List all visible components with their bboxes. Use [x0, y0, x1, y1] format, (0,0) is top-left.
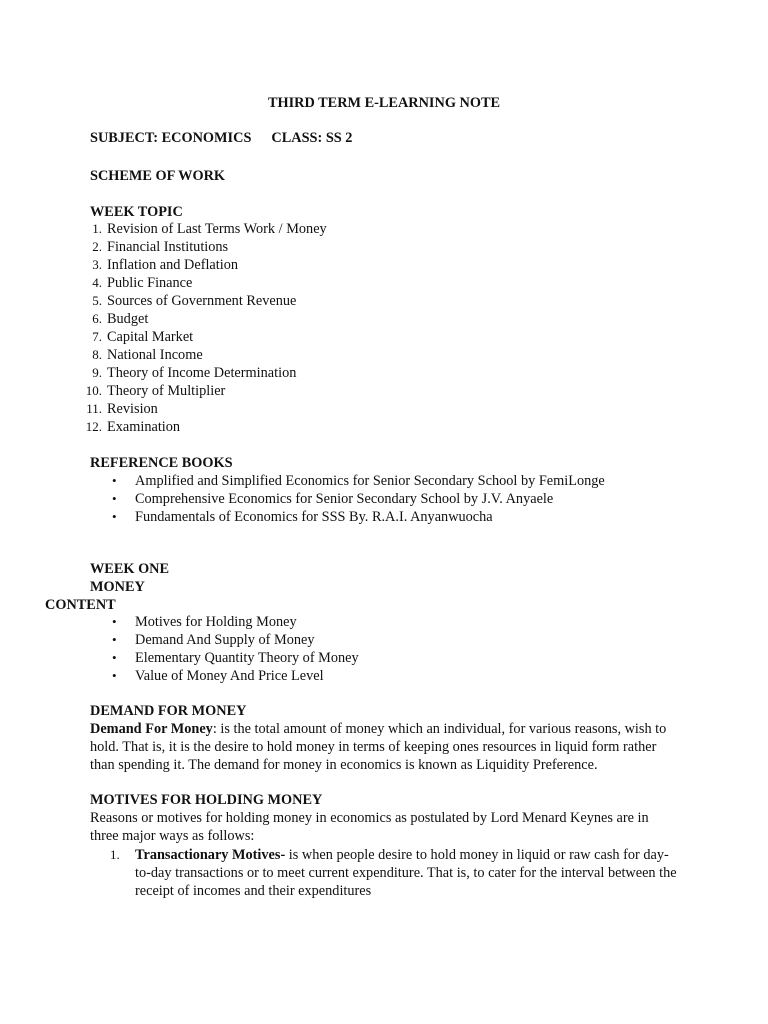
- bullet-icon: •: [112, 509, 117, 524]
- demand-text: : is the total amount of money which an individual, for various reasons, wish to hold. That is, it is the desire to hold money in terms of keeping ones resources in liquid form rather than spending it. The demand for money in economics is known as Liquidity Preference.: [90, 721, 667, 773]
- bullet-icon: •: [112, 668, 117, 683]
- document-title: THIRD TERM E-LEARNING NOTE: [267, 95, 501, 111]
- subject-line: [90, 129, 352, 147]
- demand-term: Demand For Money: [90, 721, 213, 737]
- motive-item: [135, 846, 680, 900]
- bullet-icon: •: [112, 491, 117, 506]
- subject-label: SUBJECT: ECONOMICS: [90, 130, 252, 146]
- motive-number: 1.: [110, 847, 120, 862]
- class-label: CLASS: SS 2: [271, 130, 353, 146]
- motive-term: Transactionary Motives-: [135, 847, 286, 863]
- bullet-icon: •: [112, 473, 117, 488]
- bullet-icon: •: [112, 650, 117, 665]
- week-one-heading: WEEK ONE: [90, 561, 170, 577]
- motives-paragraph: Reasons or motives for holding money in economics as postulated by Lord Menard Keynes are in three major ways as follows:: [90, 810, 649, 844]
- bullet-icon: •: [112, 614, 117, 629]
- demand-for-money-heading: DEMAND FOR MONEY: [90, 703, 247, 719]
- content-heading: CONTENT: [45, 597, 116, 613]
- motives-heading: MOTIVES FOR HOLDING MONEY: [90, 792, 323, 808]
- demand-paragraph: [90, 720, 680, 774]
- reference-books-heading: REFERENCE BOOKS: [90, 455, 233, 471]
- money-heading: MONEY: [90, 579, 145, 595]
- motive-text: is when people desire to hold money in liquid or raw cash for day-to-day transactions or to meet current expenditure. That is, to cater for the interval between the receipt of incomes and their expenditures: [135, 847, 677, 899]
- scheme-heading: SCHEME OF WORK: [90, 168, 226, 184]
- week-topic-heading: WEEK TOPIC: [90, 204, 183, 220]
- bullet-icon: •: [112, 632, 117, 647]
